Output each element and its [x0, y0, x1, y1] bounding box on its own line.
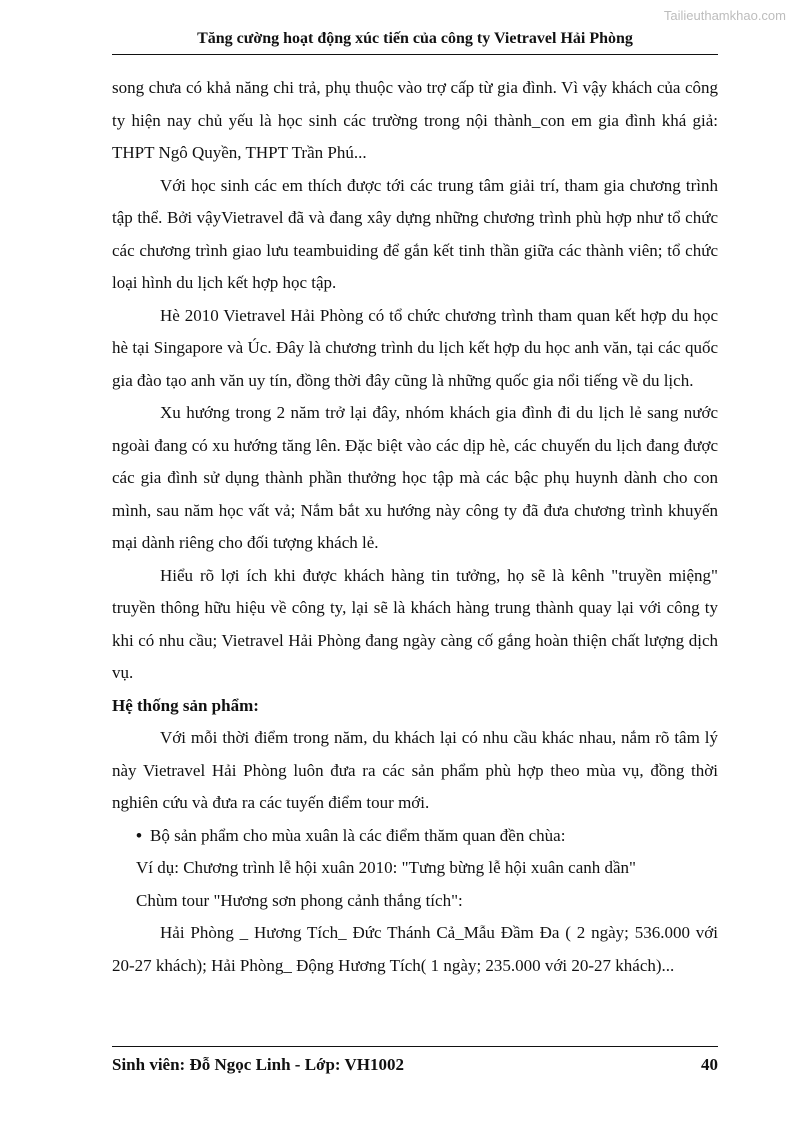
paragraph-3: Hè 2010 Vietravel Hải Phòng có tổ chức chương trình tham quan kết hợp du học hè tại Singapore và Úc. Đây là chương trình du lịch kết hợp du học anh văn, tại các quốc gia đào tạo anh văn uy tín, đồng thời đây cũng là những quốc gia nổi tiếng về du lịch. [112, 305, 718, 390]
example-line: Ví dụ: Chương trình lễ hội xuân 2010: "Tưng bừng lễ hội xuân canh dần" [136, 858, 636, 877]
paragraph-2: Với học sinh các em thích được tới các trung tâm giải trí, tham gia chương trình tập thể. Bởi vậyVietravel đã và đang xây dựng những chương trình phù hợp như tổ chức các chương trình giao lưu teambuiding để gắn kết tinh thần giữa các thành viên; tổ chức loại hình du lịch kết hợp học tập. [112, 175, 718, 292]
bullet-icon: • [136, 825, 142, 845]
document-body [112, 72, 718, 982]
page-header: Tăng cường hoạt động xúc tiến của công ty Vietravel Hải Phòng [112, 30, 718, 55]
paragraph-5: Hiểu rõ lợi ích khi được khách hàng tin tưởng, họ sẽ là kênh "truyền miệng" truyền thông hữu hiệu về công ty, lại sẽ là khách hàng trung thành quay lại với công ty khi có nhu cầu; Vietravel Hải Phòng đang ngày càng cố gắng hoàn thiện chất lượng dịch vụ. [112, 565, 718, 682]
footer-student: Sinh viên: Đỗ Ngọc Linh - Lớp: VH1002 [112, 1055, 405, 1074]
bullet-item [112, 820, 718, 853]
watermark-text: Tailieuthamkhao.com [663, 8, 786, 23]
paragraph-6: Với mỗi thời điểm trong năm, du khách lại có nhu cầu khác nhau, nắm rõ tâm lý này Vietravel Hải Phòng luôn đưa ra các sản phẩm phù hợp theo mùa vụ, đồng thời nghiên cứu và đưa ra các tuyến điểm tour mới. [112, 728, 718, 812]
paragraph-4: Xu hướng trong 2 năm trở lại đây, nhóm khách gia đình đi du lịch lẻ sang nước ngoài đang có xu hướng tăng lên. Đặc biệt vào các dịp hè, các chuyến du lịch đang được các gia đình sử dụng thành phần thưởng học tập mà các bậc phụ huynh dành cho con mình, sau năm học vất vả; Nắm bắt xu hướng này công ty đã đưa chương trình khuyến mại dành riêng cho đối tượng khách lẻ. [112, 403, 718, 552]
section-heading: Hệ thống sản phẩm: [112, 695, 259, 715]
paragraph-1: song chưa có khả năng chi trả, phụ thuộc vào trợ cấp từ gia đình. Vì vậy khách của công ty hiện nay chủ yếu là học sinh các trường trong nội thành_con em gia đình khá giả: THPT Ngô Quyền, THPT Trần Phú... [112, 78, 718, 162]
page-number: 40 [701, 1055, 718, 1074]
page-footer [112, 1046, 718, 1075]
cluster-line: Chùm tour "Hương sơn phong cảnh thắng tích": [136, 890, 463, 910]
bullet-text: Bộ sản phẩm cho mùa xuân là các điểm thăm quan đền chùa: [150, 825, 566, 845]
tours-paragraph: Hải Phòng _ Hương Tích_ Đức Thánh Cả_Mẫu Đầm Đa ( 2 ngày; 536.000 với 20-27 khách); Hải Phòng_ Động Hương Tích( 1 ngày; 235.000 với 20-27 khách)... [112, 923, 718, 975]
